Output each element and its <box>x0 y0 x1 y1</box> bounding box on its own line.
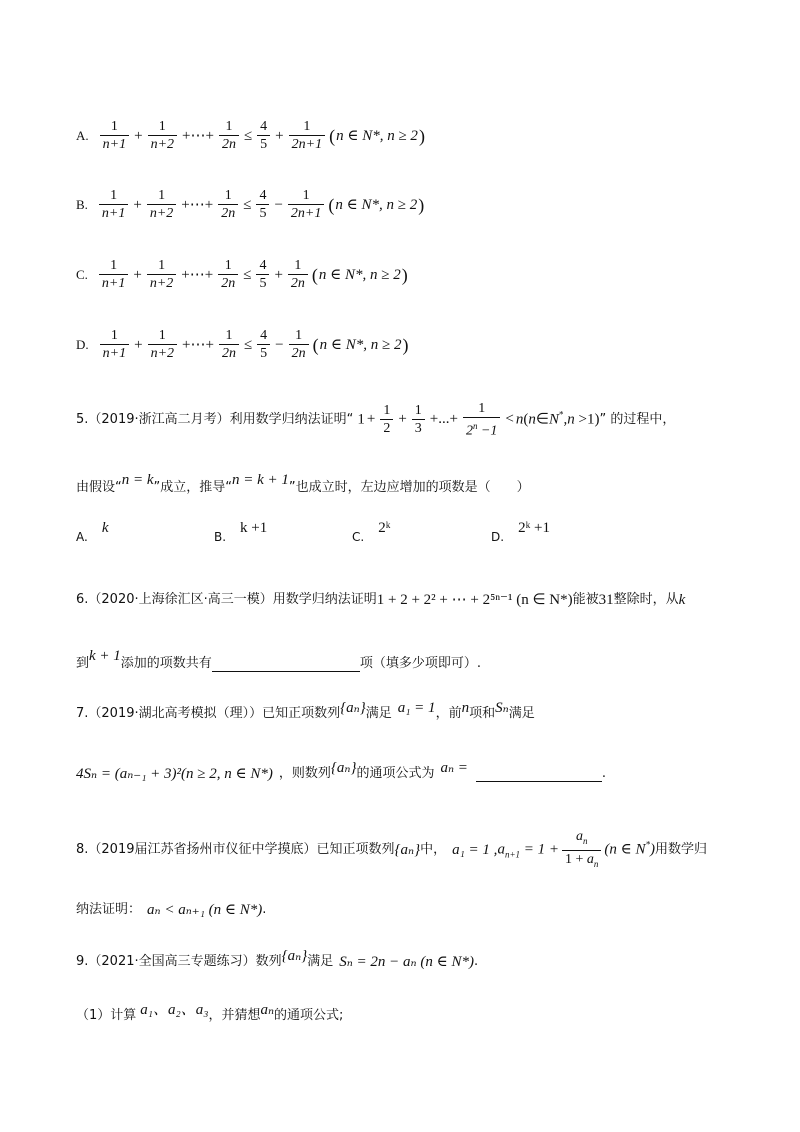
q8-rec: $a_{n+1} = 1$ + $\frac{a_n}{1 + a_n}$ (n ∈ N*) <box>497 828 655 873</box>
q7-mid3: 项和 <box>469 706 496 721</box>
num-2: 1 <box>158 119 166 134</box>
frac-3 <box>218 187 238 222</box>
q5-derive: n = k + 1 <box>232 472 289 488</box>
q5-frac-half: $\frac{1}{2}$ <box>380 402 393 437</box>
q9-an: aₙ <box>260 1002 275 1018</box>
q5-suffix: ” 的过程中， <box>599 411 676 427</box>
q5-option-a-label: A. <box>76 530 88 544</box>
q5-option-d-value: 2ᵏ +1 <box>518 520 551 536</box>
q8-prefix: 8.（2019届江苏省扬州市仪征中学摸底）已知正项数列 <box>76 842 395 858</box>
op-le: ≤ <box>243 266 252 283</box>
num-1: 1 <box>110 258 118 273</box>
q7-prefix: 7.（2019·湖北高考模拟（理））已知正项数列 <box>76 706 341 721</box>
num-rhs: 1 <box>294 258 302 273</box>
prev-option-d[interactable] <box>76 327 760 362</box>
frac-rhs <box>288 257 308 292</box>
q9-mid: 满足 <box>307 954 334 969</box>
num-rhs: 1 <box>303 119 311 134</box>
q5-option-b[interactable] <box>214 520 268 544</box>
frac-rhs <box>288 187 324 222</box>
q9-sub1-c: 的通项公式; <box>274 1008 344 1023</box>
q9-formula: Sₙ = 2n − aₙ (n ∈ N*) <box>339 954 474 970</box>
q5-line2-b: ”成立，推导“ <box>153 480 233 495</box>
op-plus: + <box>134 127 143 144</box>
paren-close: ) <box>418 194 425 215</box>
q7-a1: a₁ = 1 <box>397 700 436 716</box>
condition: n ∈ N*, n ≥ 2 <box>335 196 418 213</box>
num-3: 1 <box>225 328 233 343</box>
q8-line2 <box>76 900 760 920</box>
q6-prefix: 6.（2020·上海徐汇区·高三一模）用数学归纳法证明 <box>76 592 377 607</box>
den-5: 5 <box>256 204 269 222</box>
q5-option-a-value: k <box>101 520 109 536</box>
frac-4-5 <box>257 118 270 153</box>
op-plus: + <box>133 266 142 283</box>
op-dots: +⋯+ <box>182 336 214 353</box>
op-dots: +⋯+ <box>181 196 214 213</box>
num-1: 1 <box>110 188 118 203</box>
q6-line1 <box>76 590 760 610</box>
q5-prefix: 5.（2019·浙江高二月考）利用数学归纳法证明“ <box>76 411 354 427</box>
frac-1 <box>100 327 129 362</box>
q6-num: 31 <box>598 592 614 608</box>
num-3: 1 <box>224 188 232 203</box>
op-plus: + <box>133 196 142 213</box>
frac-4-5 <box>256 257 269 292</box>
frac-2 <box>148 327 177 362</box>
q6-expr: 1 + 2 + 2² + ⋯ + 2⁵ⁿ⁻¹ (n ∈ N*) <box>376 592 573 608</box>
q9-sub1-b: ，并猜想 <box>208 1008 261 1023</box>
q7-tail-b: 的通项公式为 <box>356 766 435 781</box>
op-le: ≤ <box>243 127 253 144</box>
den-1: n+1 <box>100 135 129 153</box>
den-3: 2n <box>218 274 238 292</box>
op-plus: + <box>134 336 143 353</box>
option-label: A. <box>76 127 89 143</box>
frac-3 <box>219 327 239 362</box>
num-rhs: 1 <box>302 188 310 203</box>
den-rhs: 2n+1 <box>288 204 324 222</box>
q7-mid1: 满足 <box>365 706 392 721</box>
q5-option-d-label: D. <box>491 530 505 544</box>
q8-frac: $\frac{a_n}{1 + a_n}$ <box>562 828 601 873</box>
q7-blank[interactable] <box>476 767 602 782</box>
den-rhs: 2n <box>289 344 309 362</box>
q6-line2-b: 添加的项数共有 <box>120 656 212 671</box>
q8-mid: 中， <box>420 842 447 858</box>
q5-line2-c: ”也成立时，左边应增加的项数是（ ） <box>288 480 530 495</box>
q9-prefix: 9.（2021·全国高三专题练习）数列 <box>76 954 282 969</box>
condition: n ∈ N*, n ≥ 2 <box>318 266 401 283</box>
q7-sn: Sₙ <box>495 700 509 716</box>
q9-terms: a₁、a₂、a₃ <box>140 1002 209 1018</box>
q7-line1 <box>76 700 760 724</box>
q8-line1 <box>76 828 760 873</box>
q9-line1 <box>76 948 760 972</box>
num-2: 1 <box>158 328 166 343</box>
q5-option-a[interactable] <box>76 520 109 544</box>
q7-tail-a: ，则数列 <box>278 766 331 781</box>
paren-close: ) <box>402 334 409 355</box>
frac-1 <box>100 118 129 153</box>
op-sign: + <box>275 127 284 144</box>
q7-n: n <box>461 700 470 716</box>
q7-line2 <box>76 760 760 784</box>
frac-2 <box>147 187 176 222</box>
q5-option-c-value: 2ᵏ <box>378 520 391 536</box>
op-sign: − <box>275 336 284 353</box>
op-sign: + <box>274 266 283 283</box>
q5-option-b-label: B. <box>214 530 227 544</box>
num-2: 1 <box>158 258 166 273</box>
q5-assume: n = k <box>121 472 154 488</box>
num-4: 4 <box>259 188 267 203</box>
den-3: 2n <box>219 135 239 153</box>
paren-open: ( <box>329 125 336 146</box>
den-5: 5 <box>256 274 269 292</box>
q6-mid: 能被 <box>572 592 599 607</box>
den-1: n+1 <box>100 344 129 362</box>
den-1: n+1 <box>99 204 128 222</box>
q7-period: . <box>601 766 607 781</box>
num-4: 4 <box>259 258 267 273</box>
num-3: 1 <box>224 258 232 273</box>
paren-open: ( <box>311 264 318 285</box>
q8-line2-end: . <box>262 902 267 917</box>
frac-3 <box>218 257 238 292</box>
paren-close: ) <box>418 125 425 146</box>
prev-option-c[interactable] <box>76 257 760 292</box>
frac-1 <box>99 257 128 292</box>
q5-option-d[interactable] <box>491 520 551 544</box>
op-sign: − <box>274 196 283 213</box>
option-label: C. <box>76 266 88 282</box>
den-5: 5 <box>257 135 270 153</box>
q9-end: . <box>473 954 479 969</box>
paren-close: ) <box>401 264 408 285</box>
frac-2 <box>147 257 176 292</box>
q6-line2-c: 项（填多少项即可）. <box>359 656 481 671</box>
q5-line2 <box>76 472 760 498</box>
q8-seq: {aₙ} <box>394 842 421 859</box>
op-dots: +⋯+ <box>182 127 214 144</box>
frac-rhs <box>289 118 325 153</box>
frac-2 <box>148 118 177 153</box>
q5-option-c[interactable] <box>352 520 391 544</box>
num-3: 1 <box>225 119 233 134</box>
num-4: 4 <box>260 119 268 134</box>
q5-frac-third: $\frac{1}{3}$ <box>412 402 425 437</box>
q9-sub1-a: （1）计算 <box>76 1008 137 1023</box>
q8-a1: a₁ = 1 , <box>452 842 498 859</box>
q6-k1: k + 1 <box>89 648 121 664</box>
q5-line1 <box>76 400 760 440</box>
q7-seq: {aₙ} <box>340 700 366 716</box>
den-5: 5 <box>257 344 270 362</box>
den-2: n+2 <box>147 274 176 292</box>
q6-tail: 整除时，从 <box>613 592 679 607</box>
den-2: n+2 <box>148 135 177 153</box>
den-rhs: 2n <box>288 274 308 292</box>
num-2: 1 <box>158 188 166 203</box>
op-le: ≤ <box>243 196 252 213</box>
frac-rhs <box>289 327 309 362</box>
num-4: 4 <box>260 328 268 343</box>
frac-1 <box>99 187 128 222</box>
q5-option-b-value: k +1 <box>240 520 268 536</box>
option-label: D. <box>76 336 89 352</box>
q7-seq-2: {aₙ} <box>330 760 357 776</box>
prev-option-b[interactable] <box>76 187 760 222</box>
q8-line2-a: 纳法证明： <box>76 902 142 917</box>
q7-an-eq: aₙ = <box>440 760 468 776</box>
q5-expr: 1 + $\frac{1}{2}$ + $\frac{1}{3}$ +...+ $\frac{1}{2^n -1}$ < n(n∈N*,n >1) <box>357 401 600 439</box>
q6-k: k <box>678 592 686 608</box>
q6-line2 <box>76 648 760 674</box>
num-1: 1 <box>110 328 118 343</box>
condition: n ∈ N*, n ≥ 2 <box>336 127 418 144</box>
q5-option-c-label: C. <box>352 530 365 544</box>
condition: n ∈ N*, n ≥ 2 <box>319 336 402 353</box>
den-rhs: 2n+1 <box>289 135 325 153</box>
option-label: B. <box>76 196 88 212</box>
num-1: 1 <box>110 119 118 134</box>
q6-line2-a: 到 <box>76 656 90 671</box>
frac-4-5 <box>257 327 270 362</box>
q7-mid4: 满足 <box>508 706 535 721</box>
op-le: ≤ <box>243 336 253 353</box>
paren-open: ( <box>312 334 319 355</box>
q5-frac-last: $\frac{1}{2^n -1}$ <box>463 400 500 440</box>
q9-seq: {aₙ} <box>281 948 308 964</box>
prev-option-a[interactable] <box>76 118 760 153</box>
den-1: n+1 <box>99 274 128 292</box>
q8-tail: 用数学归 <box>655 842 708 858</box>
q6-blank[interactable] <box>212 657 360 672</box>
den-2: n+2 <box>147 204 176 222</box>
q8-claim: aₙ < aₙ₊₁ (n ∈ N*) <box>147 902 263 918</box>
paren-open: ( <box>328 194 335 215</box>
num-rhs: 1 <box>295 328 303 343</box>
den-2: n+2 <box>148 344 177 362</box>
frac-4-5 <box>256 187 269 222</box>
q5-line2-a: 由假设“ <box>76 480 122 495</box>
q9-line2 <box>76 1002 760 1026</box>
den-3: 2n <box>219 344 239 362</box>
frac-3 <box>219 118 239 153</box>
den-3: 2n <box>218 204 238 222</box>
q7-formula: 4Sₙ = (aₙ₋₁ + 3)²(n ≥ 2, n ∈ N*) <box>76 766 273 782</box>
q7-mid2: ，前 <box>435 706 462 721</box>
op-dots: +⋯+ <box>181 266 214 283</box>
